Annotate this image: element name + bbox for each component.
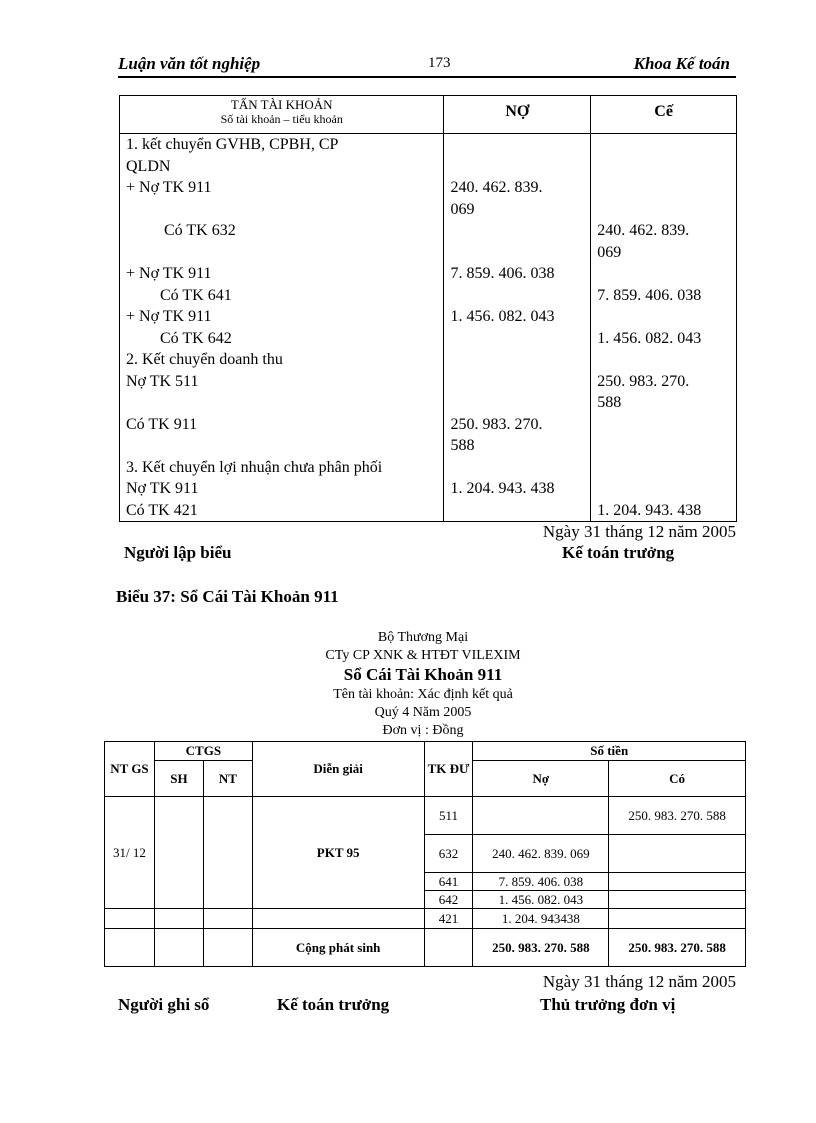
cell-tk: 642 [424,891,473,909]
col-dien-giai: Diễn giải [252,742,424,797]
cell-no: 240. 462. 839. 069 [473,835,609,873]
date-line-2: Ngày 31 tháng 12 năm 2005 [542,972,736,991]
debit-amount: 240. 462. 839. [450,179,543,196]
journal-no-column [444,134,591,522]
ledger-period: Quý 4 Năm 2005 [374,705,472,720]
header-right: Khoa Kế toán [633,54,730,73]
col-sh: SH [154,761,203,797]
cell-desc [252,909,424,929]
credit-amount: 7. 859. 406. 038 [597,286,702,304]
journal-header-row [120,96,737,134]
ledger-header-row [105,742,746,761]
table-row [105,797,746,835]
signature-chief-accountant-2: Kế toán trưởng [277,995,390,1014]
col-no: Nợ [473,761,609,797]
credit-amount: 588 [597,394,622,411]
entry-text: QLDN [126,157,171,175]
entry-text: 3. Kết chuyển lợi nhuận chưa phân phối [126,458,383,476]
journal-header-account-sub: Số tài khoản – tiểu khoản [220,112,343,126]
total-label: Cộng phát sinh [252,929,424,967]
cell-co [609,891,746,909]
debit-amount: 7. 859. 406. 038 [450,265,555,282]
entry-text: Có TK 641 [160,286,232,304]
debit-amount: 1. 204. 943. 438 [450,480,555,497]
col-co: Có [609,761,746,797]
entry-text: Có TK 421 [126,501,198,519]
header-rule [118,76,736,78]
cell-no: 7. 859. 406. 038 [473,873,609,891]
cell-tk: 632 [424,835,473,873]
cell-co [609,909,746,929]
journal-co-column [591,134,737,522]
cell-nt [203,909,252,929]
signature-director: Thủ trưởng đơn vị [540,995,676,1014]
debit-amount: 250. 983. 270. [450,415,543,433]
cell-sh [154,929,203,967]
entry-text: Nợ TK 511 [126,372,199,390]
entry-text: + Nợ TK 911 [126,308,212,325]
ledger-title: Sổ Cái Tài Khoản 911 [343,665,503,684]
date-line-1: Ngày 31 tháng 12 năm 2005 [542,522,736,541]
journal-accounts-column [120,134,444,522]
col-tk-du: TK ĐƯ [424,742,473,797]
col-ctgs: CTGS [154,742,252,761]
entry-text: 2. Kết chuyển doanh thu [126,351,283,368]
entry-text: + Nợ TK 911 [126,179,212,196]
entry-text: Có TK 632 [164,222,236,239]
credit-amount: 240. 462. 839. [597,222,690,239]
credit-amount: 1. 204. 943. 438 [597,501,702,519]
col-nt: NT [203,761,252,797]
journal-table [119,95,737,522]
section-title: Biểu 37: Sổ Cái Tài Khoản 911 [116,587,339,606]
cell-sh [154,797,203,909]
total-no: 250. 983. 270. 588 [473,929,609,967]
cell-no [473,797,609,835]
cell-nt [203,797,252,909]
ledger-unit: Đơn vị : Đồng [382,723,464,738]
col-ntgs: NT GS [105,742,155,797]
cell-tk: 421 [424,909,473,929]
table-row [105,909,746,929]
header-left: Luận văn tốt nghiệp [118,54,261,73]
cell-co [609,873,746,891]
credit-amount: 250. 983. 270. [597,372,690,390]
page-number: 173 [428,55,451,71]
entry-text: Nợ TK 911 [126,480,199,497]
entry-text: Có TK 911 [126,415,198,433]
cell-tk: 511 [424,797,473,835]
journal-header-account-label: TẤN TÀI KHOẢN [230,97,333,112]
credit-amount: 1. 456. 082. 043 [597,329,702,347]
cell-tk [424,929,473,967]
journal-header-account [120,96,444,134]
signature-recorder: Người ghi sổ [118,995,210,1014]
journal-body-row [120,134,737,522]
cell-date [105,929,155,967]
cell-co: 250. 983. 270. 588 [609,797,746,835]
ledger-org-1: Bộ Thương Mại [377,630,469,645]
col-so-tien: Số tiền [473,742,746,761]
journal-header-co: Cế [591,96,737,134]
journal-header-no: NỢ [444,96,591,134]
total-co: 250. 983. 270. 588 [609,929,746,967]
debit-amount: 1. 456. 082. 043 [450,308,555,325]
cell-no: 1. 204. 943438 [473,909,609,929]
total-row [105,929,746,967]
ledger-account-name: Tên tài khoản: Xác định kết quả [333,687,513,702]
cell-date [105,909,155,929]
cell-sh [154,909,203,929]
cell-date: 31/ 12 [105,797,155,909]
entry-text: + Nợ TK 911 [126,265,212,282]
debit-amount: 588 [450,437,475,454]
signature-preparer: Người lập biểu [124,543,232,562]
cell-nt [203,929,252,967]
ledger-table [104,741,746,967]
ledger-org-2: CTy CP XNK & HTĐT VILEXIM [325,648,521,663]
cell-tk: 641 [424,873,473,891]
cell-desc: PKT 95 [252,797,424,909]
cell-co [609,835,746,873]
debit-amount: 069 [450,200,475,218]
credit-amount: 069 [597,243,622,261]
cell-no: 1. 456. 082. 043 [473,891,609,909]
entry-text: 1. kết chuyển GVHB, CPBH, CP [126,136,339,153]
entry-text: Có TK 642 [160,329,232,347]
signature-chief-accountant: Kế toán trưởng [562,543,675,562]
